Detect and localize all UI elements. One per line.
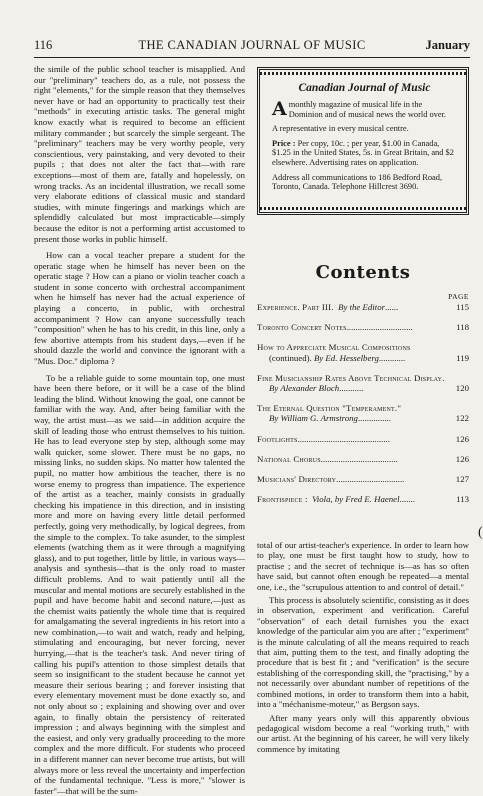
- box-price: Price : Per copy, 10c. ; per year, $1.00 in Canada, $1.25 in the United States, 5s. in Great Britain, and $2 elsewhere. Advertising rates on application.: [272, 138, 454, 167]
- margin-bracket: (: [478, 525, 483, 540]
- toc-entry[interactable]: Experience. Part III. By the Editor...... 115: [257, 302, 469, 312]
- issue-month: January: [425, 38, 470, 52]
- toc-page: 122: [455, 413, 469, 424]
- toc-page: 119: [456, 352, 469, 363]
- toc-entry[interactable]: Toronto Concert Notes.............................. 118: [257, 322, 469, 333]
- drop-cap: A: [272, 98, 287, 120]
- box-dotted-border: [260, 207, 466, 210]
- left-column: [34, 64, 245, 796]
- running-header: [34, 38, 470, 52]
- left-paragraph-2: How can a vocal teacher prepare a student for the operatic stage when he himself has never been on the operatic stage ? How can a piano or violin teacher coach a student in some concerto with orchestral accompaniment when he himself has never had the actual experience of playing a concerto, in public, with orchestral accompaniment ? How can anyone successfully teach "composition" when he has to his credit, in this line, only a few abortive attempts from his student days,—even if he should dazzle the world and convince the ignorant with a "Mus. Doc." diploma ?: [34, 250, 245, 367]
- right-paragraph-3: After many years only will this apparently obvious pedagogical wisdom become a real "working truth," with our artist. At the beginning of his career, he will very likely commence by imitating: [257, 712, 469, 754]
- contents-heading: Contents: [315, 262, 411, 283]
- page-column-label: PAGE: [448, 292, 469, 301]
- table-of-contents: [257, 302, 469, 514]
- toc-page: 126: [455, 453, 469, 464]
- toc-page: 118: [456, 322, 469, 333]
- box-intro: Amonthly magazine of musical life in the Dominion and of musical news the world over.: [272, 98, 446, 120]
- toc-entry[interactable]: Footlights.......................................... 126: [257, 433, 469, 444]
- toc-page: 120: [455, 383, 469, 394]
- toc-entry[interactable]: How to Appreciate Musical Compositions (continued). By Ed. Hesselberg............ 119: [257, 342, 469, 363]
- toc-entry[interactable]: National Chorus................................... 126: [257, 453, 469, 464]
- toc-page: 113: [456, 494, 469, 505]
- box-representative: A representative in every musical centre.: [272, 124, 409, 134]
- toc-entry[interactable]: Frontispiece : Viola, by Fred E. Haenel....... 113: [257, 494, 469, 505]
- toc-entry[interactable]: Musicians' Directory............................... 127: [257, 474, 469, 485]
- right-column-text: [257, 540, 469, 752]
- left-paragraph-1: the simile of the public school teacher is misapplied. And our "preliminary" teachers do, as a rule, not possess the right "elements," for the simple reason that they themselves never have or had an opportunity to practically test their "methods" in executing artistic tasks. The general might know exactly what is required to become an efficient military commander ; but scarcely the simple sergeant. The "preliminary" teachers may be very worthy people, very conscientious, very painstaking, and very devoted to their pupils ; that does not alter the fact that—with rare exceptions—most of them are, fatally and hopelessly, on wrong tracks. As an incidental illustration, we recall some very elaborate editions of classical music and standard studies, with minute fingerings and markings which are splendidly calculated but most impracticable—simply because the editor is not a performing artist accustomed to present those works in public himself.: [34, 64, 245, 244]
- page-number: 116: [34, 38, 53, 52]
- box-dotted-border: [260, 72, 466, 75]
- journal-title: THE CANADIAN JOURNAL OF MUSIC: [138, 38, 366, 52]
- toc-entry[interactable]: Fine Musicianship Rates Above Technical Display. By Alexander Bloch........... 120: [257, 372, 469, 394]
- header-rule: [34, 57, 470, 58]
- toc-entry[interactable]: The Eternal Question "Temperament." By William G. Armstrong............... 122: [257, 403, 469, 424]
- toc-page: 126: [455, 433, 469, 444]
- box-title: Canadian Journal of Music: [298, 82, 431, 94]
- box-address: Address all communications to 186 Bedford Road, Toronto, Canada. Telephone Hillcrest 3690.: [272, 172, 443, 192]
- right-paragraph-1: total of our artist-teacher's experience. In order to learn how to play, one must be first taught how to study, how to practise ; and the secret of technique is—as has so often have said, but cannot often enough be repeated—a mental one, i.e., the "scrupulous attention to and control of detail.": [257, 540, 469, 592]
- right-paragraph-2: This process is absolutely scientific, consisting as it does in observation, experiment and verification. Careful "observation" of each detail furnishes you the exact knowledge of the particular aim you are after ; "experiment" is the minute calculating of all the means required to reach that aim, putting them to the test, and finally adopting the procedure that is best fit ; and "verification" is the secure establishing of the corresponding skill, the "practising," by a not necessarily over abundant number of repetitions of the combined motions, in order to transform them into a habit, into a "méchanisme-moteur," as Bergson says.: [257, 595, 469, 710]
- toc-page: 115: [456, 302, 469, 312]
- left-paragraph-3: To be a reliable guide to some mountain top, one must have been there before, or it will be a case of the blind leading the blind. Without knowing the goal, one cannot be familiar with the way. And, after being familiar with the way, the artist must—as we said—in addition acquire the skill of leading those who entrust themselves to his tuition. He has to lead everyone step by step, although some may walk quicker, some slower. There must be no gaps, no missing links, no sudden skips. No matter how talented the pupil, no matter how ambitious the teacher, there is no worse enemy to progress than impatience. The experience of the artist as a teacher, mainly consists in gradually checking his impatience in this direction, and in insisting more and more on having every little detail performed perfectly, going very methodically, by logical degrees, from the simple to the complex. To take asunder, to the simplest elements (watching them as it were through a magnifying glass), and to put together, little by little, in various ways—analysis and synthesis—that is the only road to master difficult problems. And to wait patiently until all the muscular and mental motions are securely established in the pupil and have become habit and second nature,—just as the chemist waits patiently the whole time that is required for amalgamating the several ingredients in his retort into a new combination,—to wait and watch, ready and helping, stimulating and encouraging, but never forcing, never hurrying,—that is the teacher's task. And never tiring of calling his pupil's attention to those simplest details that seem so insignificant to the student because he cannot yet measure their serious bearing ; and forever insisting that every elementary movement must be done exactly so, and not only about so ; explaining and showing over and over again, to finally obtain the persistency of reiterated impression ; and always beginning with the simplest and the easiest, and only very gradually proceeding to the more complex and the more difficult. For students who proceed in a different manner can never become true artists, but will always more or less reveal the uncertainty and imperfection of the fundamental technique. "Less is more," "slower is faster"—that will be the sum-: [34, 372, 245, 796]
- toc-page: 127: [455, 474, 469, 485]
- subscription-box: [257, 67, 469, 215]
